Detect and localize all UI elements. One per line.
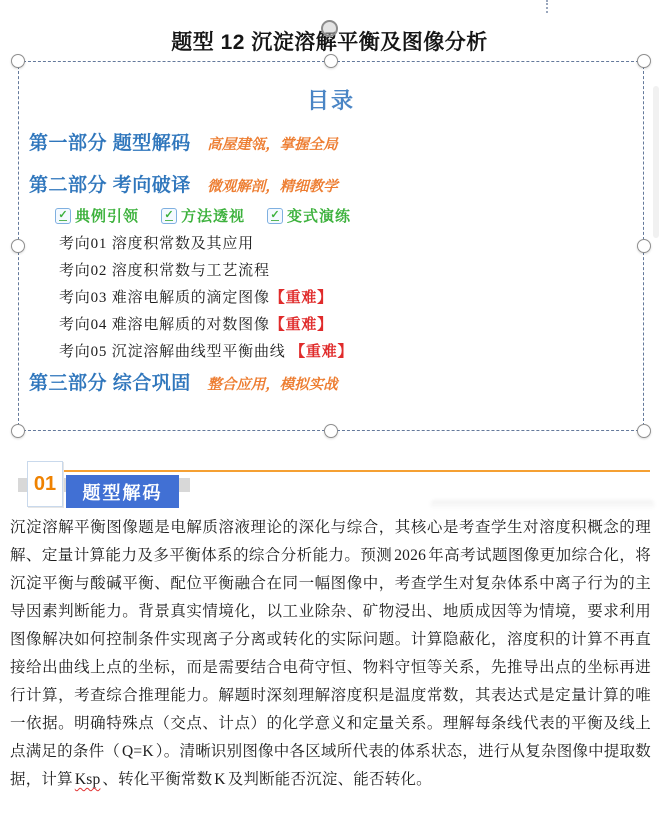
body-segment: 、转化平衡常数 (102, 771, 213, 788)
page-title: 题型 12 沉淀溶解平衡及图像分析 (171, 31, 488, 54)
toc-item-text: 考向05 沉淀溶解曲线型平衡曲线 (59, 344, 291, 360)
body-segment: 沉淀溶解平衡图像题是电解质溶液理论的深化与综合，其核心是考查学生对溶度积概念的理解、定量计算能力及多平衡体系的综合分析能力。预测 (10, 519, 651, 564)
check-doc-icon: ✓ (267, 208, 283, 224)
toc-part-2-label: 第二部分 考向破译 (29, 175, 191, 196)
hard-tag: 【重难】 (269, 290, 333, 306)
resize-handle-bottom-right[interactable] (637, 424, 651, 438)
feature-label: 典例引领 (75, 208, 140, 225)
feature-label: 变式演练 (287, 208, 352, 225)
resize-handle-bottom-center[interactable] (324, 424, 338, 438)
toc-item-02 (59, 259, 270, 280)
hard-tag: 【重难】 (269, 317, 333, 333)
toc-part-1-label: 第一部分 题型解码 (29, 133, 191, 154)
body-segment-ksp-misspell: Ksp (74, 771, 101, 788)
toc-item-text: 考向02 溶度积常数与工艺流程 (59, 263, 270, 279)
body-segment-qk: Q=K (122, 743, 154, 760)
feature-label: 方法透视 (181, 208, 246, 225)
toc-heading: 目录 (306, 88, 355, 113)
toc-part-2-tagline: 微观解剖，精细教学 (207, 179, 338, 195)
resize-handle-top-center[interactable] (324, 54, 338, 68)
toc-feature-row (55, 205, 351, 226)
toc-item-03 (59, 286, 333, 307)
resize-handle-top-left[interactable] (11, 54, 25, 68)
section-title: 题型解码 (66, 475, 179, 508)
feature-method-insight (161, 205, 245, 226)
toc-part-1 (29, 128, 338, 155)
page-edge-shadow (653, 86, 659, 238)
toc-item-text: 考向03 难溶电解质的滴定图像 (59, 290, 270, 306)
toc-part-3 (29, 368, 338, 395)
resize-handle-top-right[interactable] (637, 54, 651, 68)
body-segment: 及判断能否沉淀、能否转化。 (227, 771, 432, 788)
check-doc-icon: ✓ (161, 208, 177, 224)
body-paragraph (10, 514, 651, 794)
rotate-handle[interactable] (321, 20, 338, 37)
toc-item-text: 考向04 难溶电解质的对数图像 (59, 317, 270, 333)
hard-tag: 【重难】 (290, 344, 354, 360)
section-shadow (430, 500, 655, 510)
section-number-badge: 01 (27, 461, 63, 507)
toc-textbox-selection[interactable] (18, 61, 644, 431)
body-segment: ）。清晰识别图像中各区域所代表的体系状态，进行从复杂图像中提取数据，计算 (10, 743, 651, 788)
body-segment-year: 2026 (394, 547, 427, 564)
section-accent-line (62, 470, 650, 472)
toc-part-3-label: 第三部分 综合巩固 (29, 373, 191, 394)
feature-variant-practice (267, 205, 351, 226)
toc-item-05 (59, 340, 353, 361)
toc-part-2 (29, 170, 338, 197)
toc-item-04 (59, 313, 333, 334)
caret-tick (546, 0, 548, 13)
body-segment-k: K (214, 771, 226, 788)
toc-item-text: 考向01 溶度积常数及其应用 (59, 236, 254, 252)
body-segment: 年高考试题图像更加综合化，将沉淀平衡与酸碱平衡、配位平衡融合在同一幅图像中，考查学生对复杂体系中离子行为的主导因素判断能力。背景真实情境化，以工业除杂、矿物浸出、地质成因等为情境，要求利用图像解决如何控制条件实现离子分离或转化的实际问题。计算隐蔽化，溶度积的计算不再直接给出曲线上点的坐标，而是需要结合电荷守恒、物料守恒等关系，先推导出点的坐标再进行计算，考查综合推理能力。解题时深刻理解溶度积是温度常数，其表达式是定量计算的唯一依据。明确特殊点（交点、计点）的化学意义和定量关系。理解每条线代表的平衡及线上点满足的条件（ (10, 547, 651, 760)
resize-handle-mid-left[interactable] (11, 239, 25, 253)
resize-handle-bottom-left[interactable] (11, 424, 25, 438)
toc-item-01 (59, 232, 254, 253)
resize-handle-mid-right[interactable] (637, 239, 651, 253)
toc-part-3-tagline: 整合应用，模拟实战 (207, 377, 338, 393)
check-doc-icon: ✓ (55, 208, 71, 224)
feature-classic-examples (55, 205, 139, 226)
toc-part-1-tagline: 高屋建瓴，掌握全局 (207, 137, 338, 153)
